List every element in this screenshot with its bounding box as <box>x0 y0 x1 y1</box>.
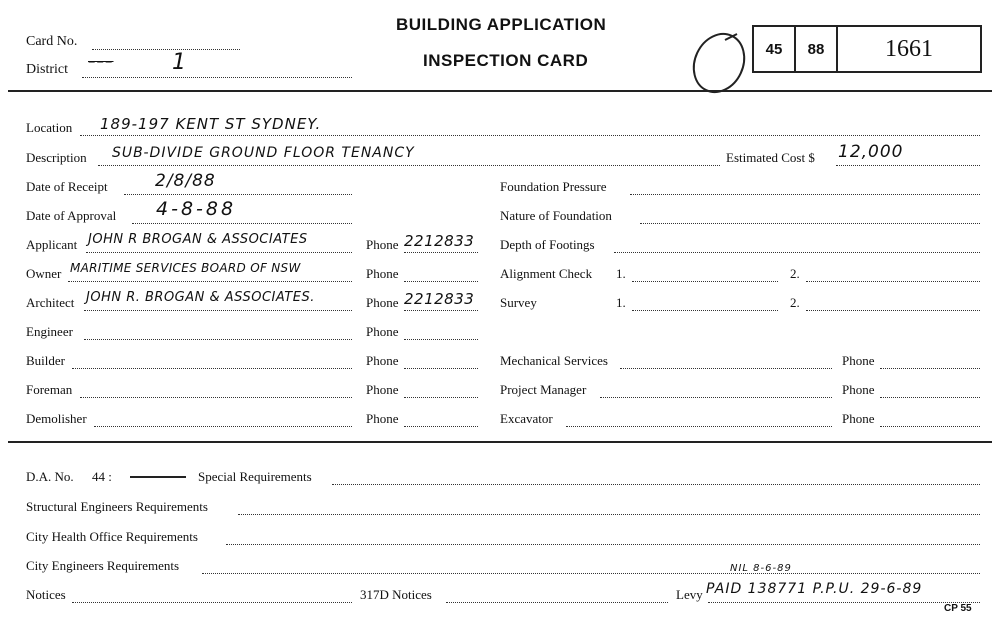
project-manager-phone-field <box>880 397 980 398</box>
description-field <box>98 165 720 166</box>
excavator-phone-field <box>880 426 980 427</box>
nature-foundation-label: Nature of Foundation <box>500 208 612 223</box>
date-receipt-value: 2/8/88 <box>155 171 216 191</box>
district-struck-value: ––– <box>88 52 114 70</box>
nature-foundation-field <box>640 223 980 224</box>
foreman-label: Foreman <box>26 382 73 397</box>
mechanical-services-field <box>620 368 832 369</box>
foreman-phone-label: Phone <box>366 382 399 397</box>
project-manager-label: Project Manager <box>500 382 587 397</box>
card-no-label: Card No. <box>26 34 78 49</box>
alignment-check-label: Alignment Check <box>500 266 593 281</box>
architect-phone-field <box>404 310 478 311</box>
architect-phone-value: 2212833 <box>404 290 475 308</box>
depth-footings-label: Depth of Footings <box>500 237 595 252</box>
project-manager-phone-label: Phone <box>842 382 875 397</box>
builder-phone-label: Phone <box>366 353 399 368</box>
applicant-phone-value: 2212833 <box>404 232 475 250</box>
district-label: District <box>26 62 68 77</box>
circle-mark-icon <box>685 28 757 98</box>
estimated-cost-field <box>836 165 980 166</box>
depth-footings-field <box>614 252 980 253</box>
mechanical-services-label: Mechanical Services <box>500 353 608 368</box>
applicant-value: JOHN R BROGAN & ASSOCIATES <box>88 232 308 247</box>
builder-label: Builder <box>26 353 65 368</box>
notices-label: Notices <box>26 587 66 602</box>
foreman-phone-field <box>404 397 478 398</box>
owner-phone-field <box>404 281 478 282</box>
ref-b: 88 <box>807 40 825 58</box>
applicant-label: Applicant <box>26 237 78 252</box>
location-field <box>80 135 980 136</box>
owner-label: Owner <box>26 266 62 281</box>
alignment-check-field-1 <box>632 281 778 282</box>
estimated-cost-label: Estimated Cost $ <box>726 150 815 165</box>
title-line-2: INSPECTION CARD <box>423 51 589 70</box>
levy-field <box>708 602 980 603</box>
da-no-value: 44 : <box>92 469 112 484</box>
alignment-check-num-1: 1. <box>616 266 626 281</box>
builder-phone-field <box>404 368 478 369</box>
date-approval-value: 4-8-88 <box>156 198 237 220</box>
estimated-cost-value: 12,000 <box>838 142 904 162</box>
architect-phone-label: Phone <box>366 295 399 310</box>
owner-field <box>68 281 352 282</box>
demolisher-phone-label: Phone <box>366 411 399 426</box>
location-value: 189-197 KENT ST SYDNEY. <box>100 115 322 133</box>
levy-value: PAID 138771 P.P.U. 29-6-89 <box>706 581 923 597</box>
ref-a: 45 <box>765 40 783 58</box>
form-code: CP 55 <box>944 603 972 614</box>
owner-phone-label: Phone <box>366 266 399 281</box>
date-receipt-label: Date of Receipt <box>26 179 108 194</box>
alignment-check-field-2 <box>806 281 980 282</box>
notices-317d-field <box>446 602 668 603</box>
details-rule <box>8 441 992 443</box>
levy-label: Levy <box>676 587 703 602</box>
builder-field <box>72 368 352 369</box>
location-label: Location <box>26 120 73 135</box>
header-rule <box>8 90 992 92</box>
levy-note: NIL 8-6-89 <box>730 563 792 574</box>
city-engineers-requirements-field <box>202 573 980 574</box>
architect-field <box>84 310 352 311</box>
notices-317d-label: 317D Notices <box>360 587 432 602</box>
structural-requirements-field <box>238 514 980 515</box>
applicant-field <box>86 252 352 253</box>
demolisher-label: Demolisher <box>26 411 87 426</box>
description-value: SUB-DIVIDE GROUND FLOOR TENANCY <box>112 145 415 161</box>
description-label: Description <box>26 150 87 165</box>
health-requirements-label: City Health Office Requirements <box>26 529 198 544</box>
foundation-pressure-label: Foundation Pressure <box>500 179 607 194</box>
survey-label: Survey <box>500 295 537 310</box>
date-approval-field <box>132 223 352 224</box>
health-requirements-field <box>226 544 980 545</box>
survey-field-1 <box>632 310 778 311</box>
foundation-pressure-field <box>630 194 980 195</box>
reference-number-box <box>752 25 982 73</box>
date-receipt-field <box>124 194 352 195</box>
excavator-phone-label: Phone <box>842 411 875 426</box>
architect-label: Architect <box>26 295 75 310</box>
demolisher-phone-field <box>404 426 478 427</box>
structural-requirements-label: Structural Engineers Requirements <box>26 499 208 514</box>
survey-num-2: 2. <box>790 295 800 310</box>
card-number: 1661 <box>885 35 933 62</box>
engineer-field <box>84 339 352 340</box>
card-no-field <box>92 49 240 50</box>
alignment-check-num-2: 2. <box>790 266 800 281</box>
engineer-phone-label: Phone <box>366 324 399 339</box>
foreman-field <box>80 397 352 398</box>
da-no-dash <box>130 476 186 478</box>
special-requirements-field <box>332 484 980 485</box>
special-requirements-label: Special Requirements <box>198 469 312 484</box>
applicant-phone-label: Phone <box>366 237 399 252</box>
da-no-label: D.A. No. <box>26 469 74 484</box>
owner-value: MARITIME SERVICES BOARD OF NSW <box>70 261 301 275</box>
excavator-field <box>566 426 832 427</box>
demolisher-field <box>94 426 352 427</box>
engineer-label: Engineer <box>26 324 73 339</box>
district-value: 1 <box>172 50 187 75</box>
mechanical-phone-label: Phone <box>842 353 875 368</box>
title-line-1: BUILDING APPLICATION <box>396 15 607 34</box>
district-field <box>82 77 352 78</box>
project-manager-field <box>600 397 832 398</box>
survey-num-1: 1. <box>616 295 626 310</box>
city-engineers-requirements-label: City Engineers Requirements <box>26 558 180 573</box>
engineer-phone-field <box>404 339 478 340</box>
date-approval-label: Date of Approval <box>26 208 117 223</box>
applicant-phone-field <box>404 252 478 253</box>
mechanical-phone-field <box>880 368 980 369</box>
survey-field-2 <box>806 310 980 311</box>
notices-field <box>72 602 352 603</box>
architect-value: JOHN R. BROGAN & ASSOCIATES. <box>86 290 315 305</box>
excavator-label: Excavator <box>500 411 553 426</box>
